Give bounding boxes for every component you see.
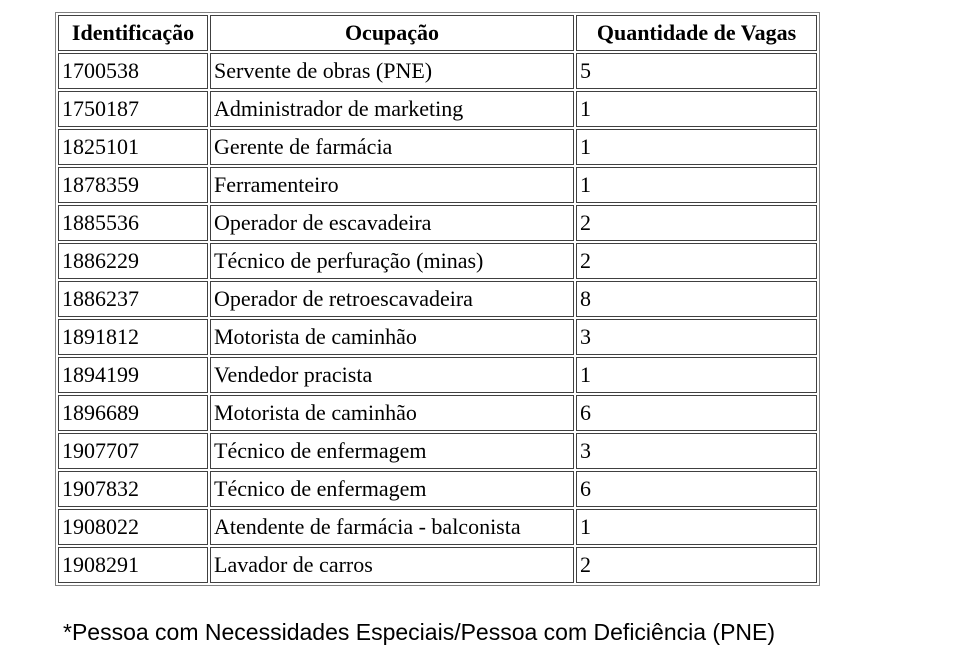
cell-ocupacao: Operador de retroescavadeira	[210, 281, 574, 317]
cell-identificacao: 1700538	[58, 53, 208, 89]
cell-identificacao: 1886229	[58, 243, 208, 279]
cell-identificacao: 1885536	[58, 205, 208, 241]
cell-ocupacao: Atendente de farmácia - balconista	[210, 509, 574, 545]
header-identificacao: Identificação	[58, 15, 208, 51]
cell-ocupacao: Operador de escavadeira	[210, 205, 574, 241]
cell-ocupacao: Servente de obras (PNE)	[210, 53, 574, 89]
table-row	[58, 129, 817, 165]
cell-identificacao: 1896689	[58, 395, 208, 431]
cell-ocupacao: Técnico de enfermagem	[210, 433, 574, 469]
header-ocupacao: Ocupação	[210, 15, 574, 51]
cell-ocupacao: Técnico de enfermagem	[210, 471, 574, 507]
cell-ocupacao: Motorista de caminhão	[210, 395, 574, 431]
cell-quantidade: 5	[576, 53, 817, 89]
cell-ocupacao: Gerente de farmácia	[210, 129, 574, 165]
cell-quantidade: 1	[576, 509, 817, 545]
cell-quantidade: 6	[576, 471, 817, 507]
table-row	[58, 243, 817, 279]
table-row	[58, 205, 817, 241]
cell-quantidade: 1	[576, 357, 817, 393]
cell-identificacao: 1894199	[58, 357, 208, 393]
cell-identificacao: 1750187	[58, 91, 208, 127]
cell-quantidade: 2	[576, 243, 817, 279]
table-row	[58, 319, 817, 355]
cell-identificacao: 1825101	[58, 129, 208, 165]
table-body	[58, 53, 817, 583]
cell-quantidade: 1	[576, 91, 817, 127]
table-row	[58, 547, 817, 583]
cell-quantidade: 6	[576, 395, 817, 431]
cell-identificacao: 1907832	[58, 471, 208, 507]
table-row	[58, 91, 817, 127]
cell-quantidade: 8	[576, 281, 817, 317]
cell-ocupacao: Vendedor pracista	[210, 357, 574, 393]
cell-identificacao: 1878359	[58, 167, 208, 203]
cell-quantidade: 3	[576, 433, 817, 469]
cell-ocupacao: Ferramenteiro	[210, 167, 574, 203]
table-row	[58, 357, 817, 393]
table-row	[58, 509, 817, 545]
cell-ocupacao: Técnico de perfuração (minas)	[210, 243, 574, 279]
footnote: *Pessoa com Necessidades Especiais/Pessoa com Deficiência (PNE)	[63, 619, 776, 645]
cell-quantidade: 1	[576, 167, 817, 203]
header-quantidade-vagas: Quantidade de Vagas	[576, 15, 817, 51]
cell-quantidade: 2	[576, 547, 817, 583]
vacancies-table	[55, 12, 820, 586]
cell-identificacao: 1908022	[58, 509, 208, 545]
cell-identificacao: 1891812	[58, 319, 208, 355]
cell-identificacao: 1907707	[58, 433, 208, 469]
cell-quantidade: 2	[576, 205, 817, 241]
cell-quantidade: 1	[576, 129, 817, 165]
table-row	[58, 281, 817, 317]
table-row	[58, 53, 817, 89]
cell-ocupacao: Lavador de carros	[210, 547, 574, 583]
table-row	[58, 433, 817, 469]
table-header-row	[58, 15, 817, 51]
cell-ocupacao: Motorista de caminhão	[210, 319, 574, 355]
table-row	[58, 167, 817, 203]
cell-identificacao: 1886237	[58, 281, 208, 317]
table-row	[58, 395, 817, 431]
cell-identificacao: 1908291	[58, 547, 208, 583]
cell-quantidade: 3	[576, 319, 817, 355]
table-row	[58, 471, 817, 507]
cell-ocupacao: Administrador de marketing	[210, 91, 574, 127]
